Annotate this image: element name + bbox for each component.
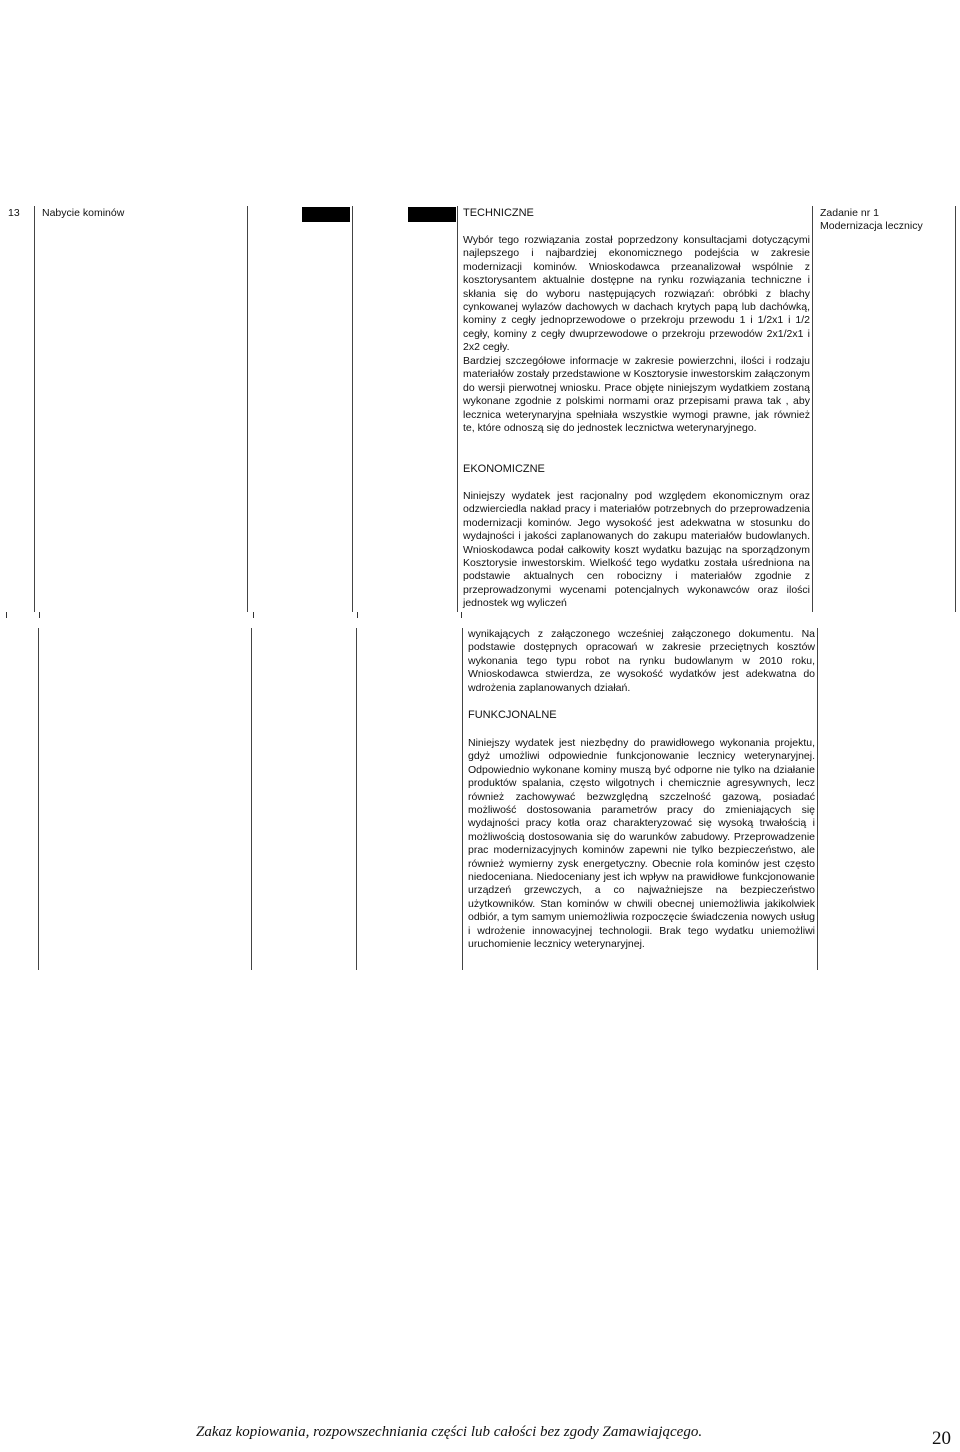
task-label: [820, 207, 955, 234]
row-name: Nabycie kominów: [42, 207, 125, 219]
table-rule: [812, 206, 813, 612]
page-break-tick: [461, 612, 462, 618]
row-number: 13: [8, 207, 20, 219]
page-break-tick: [357, 612, 358, 618]
table-rule: [352, 206, 353, 612]
page-break-tick: [39, 612, 40, 618]
task-number: Zadanie nr 1: [820, 207, 879, 219]
functional-paragraph: Niniejszy wydatek jest niezbędny do prawidłowego wykonania projektu, gdyż umożliwi odpowiednie funkcjonowanie lecznicy weterynaryjnej. Odpowiednio wykonane kominy muszą być odporne nie tylko na działanie produktów spalania, często wilgotnych i chemicznie agresywnych, lecz również zachowywać bezwzględną szczelność gazową, posiadać możliwość dostosowania parametrów pracy do zmieniających się wydajności pracy kotła oraz charakteryzować się wysoką trwałością i możliwością dostosowania się do warunków zabudowy. Przeprowadzenie prac modernizacyjnych kominów zapewni nie tylko bezpieczeństwo, ale również wymierny zysk energetyczny. Obecnie rola kominów jest często niedoceniana. Niedoceniany jest ich wpływ na prawidłowe funkcjonowanie urządzeń grzewczych, a co najważniejsze na bezpieczeństwo użytkowników. Stan kominów w chwili obecnej uniemożliwia jakikolwiek odbiór, a tym samym uniemożliwia rozpoczęcie świadczenia nowych usług i wdrożenie innowacyjnej technologii. Brak tego wydatku uniemożliwi uruchomienie lecznicy weterynaryjnej.: [468, 737, 815, 951]
section-heading-economic: EKONOMICZNE: [463, 463, 545, 475]
technical-paragraph-2: Bardziej szczegółowe informacje w zakresie powierzchni, ilości i rodzaju materiałów zostały przedstawione w Kosztorysie inwestorskim załączonym do wersji pierwotnej wniosku. Prace objęte niniejszym wydatkiem zostaną wykonane zgodnie z polskimi normami oraz przepisami prawa tak , aby lecznica weterynaryjna spełniała wszystkie wymogi prawne, jak również te, które odnoszą się do jednostek lecznictwa weterynaryjnego.: [463, 355, 810, 435]
section-heading-technical: TECHNICZNE: [463, 207, 534, 219]
redaction-block: [302, 207, 350, 222]
table-rule: [356, 628, 357, 970]
page-break-tick: [253, 612, 254, 618]
table-rule: [251, 628, 252, 970]
section-heading-functional: FUNKCJONALNE: [468, 709, 557, 721]
table-rule: [457, 206, 458, 612]
redaction-block: [408, 207, 456, 222]
table-rule: [462, 628, 463, 970]
economic-paragraph-continued: wynikających z załączonego wcześniej załączonego dokumentu. Na podstawie dostępnych opracowań w zakresie przeciętnych kosztów wykonania tego typu robot na rynku budowlanym w 2010 roku, Wnioskodawca stwierdza, ze wysokość wydatków jest adekwatna do wdrożenia zaplanowanych działań.: [468, 628, 815, 694]
table-rule: [817, 628, 818, 970]
task-title: Modernizacja lecznicy: [820, 220, 923, 233]
copyright-notice: Zakaz kopiowania, rozpowszechniania części lub całości bez zgody Zamawiającego.: [196, 1424, 703, 1440]
economic-paragraph: Niniejszy wydatek jest racjonalny pod względem ekonomicznym oraz odzwierciedla nakład pracy i materiałów potrzebnych do przeprowadzenia modernizacji kominów. Jego wysokość jest adekwatna w stosunku do wydajności i jakości zaplanowanych do zakupu materiałów budowlanych. Wnioskodawca podał całkowity koszt wydatku bazując na sporządzonym Kosztorysie inwestorskim. Wielkość tego wydatku została uśredniona na podstawie aktualnych cen robocizny i materiałów zgodnie z przeprowadzonymi wycenami potencjalnych wykonawców oraz ilości jednostek wg wyliczeń: [463, 490, 810, 610]
table-rule: [38, 628, 39, 970]
table-rule: [34, 206, 35, 612]
page-number: 20: [932, 1428, 951, 1449]
table-rule: [247, 206, 248, 612]
page-break-tick: [6, 612, 7, 618]
technical-paragraph-1: Wybór tego rozwiązania został poprzedzony konsultacjami dotyczącymi najlepszego i najbardziej ekonomicznego podejścia w zakresie modernizacji kominów. Wnioskodawca przeanalizował wspólnie z kosztorysantem aktualnie dostępne na rynku rozwiązania techniczne i skłania się do wyboru następujących rozwiązań: obróbki z blachy cynkowanej wylazów dachowych w dachach krytych papą lub dachówką, kominy z cegły jednoprzewodowe o przekroju przewodu 1 i 1/2x1 i 1/2 cegły, kominy z cegły dwuprzewodowe o przekroju przewodów 2x1/2x1 i 2x2 cegły.: [463, 234, 810, 354]
table-rule: [955, 206, 956, 612]
